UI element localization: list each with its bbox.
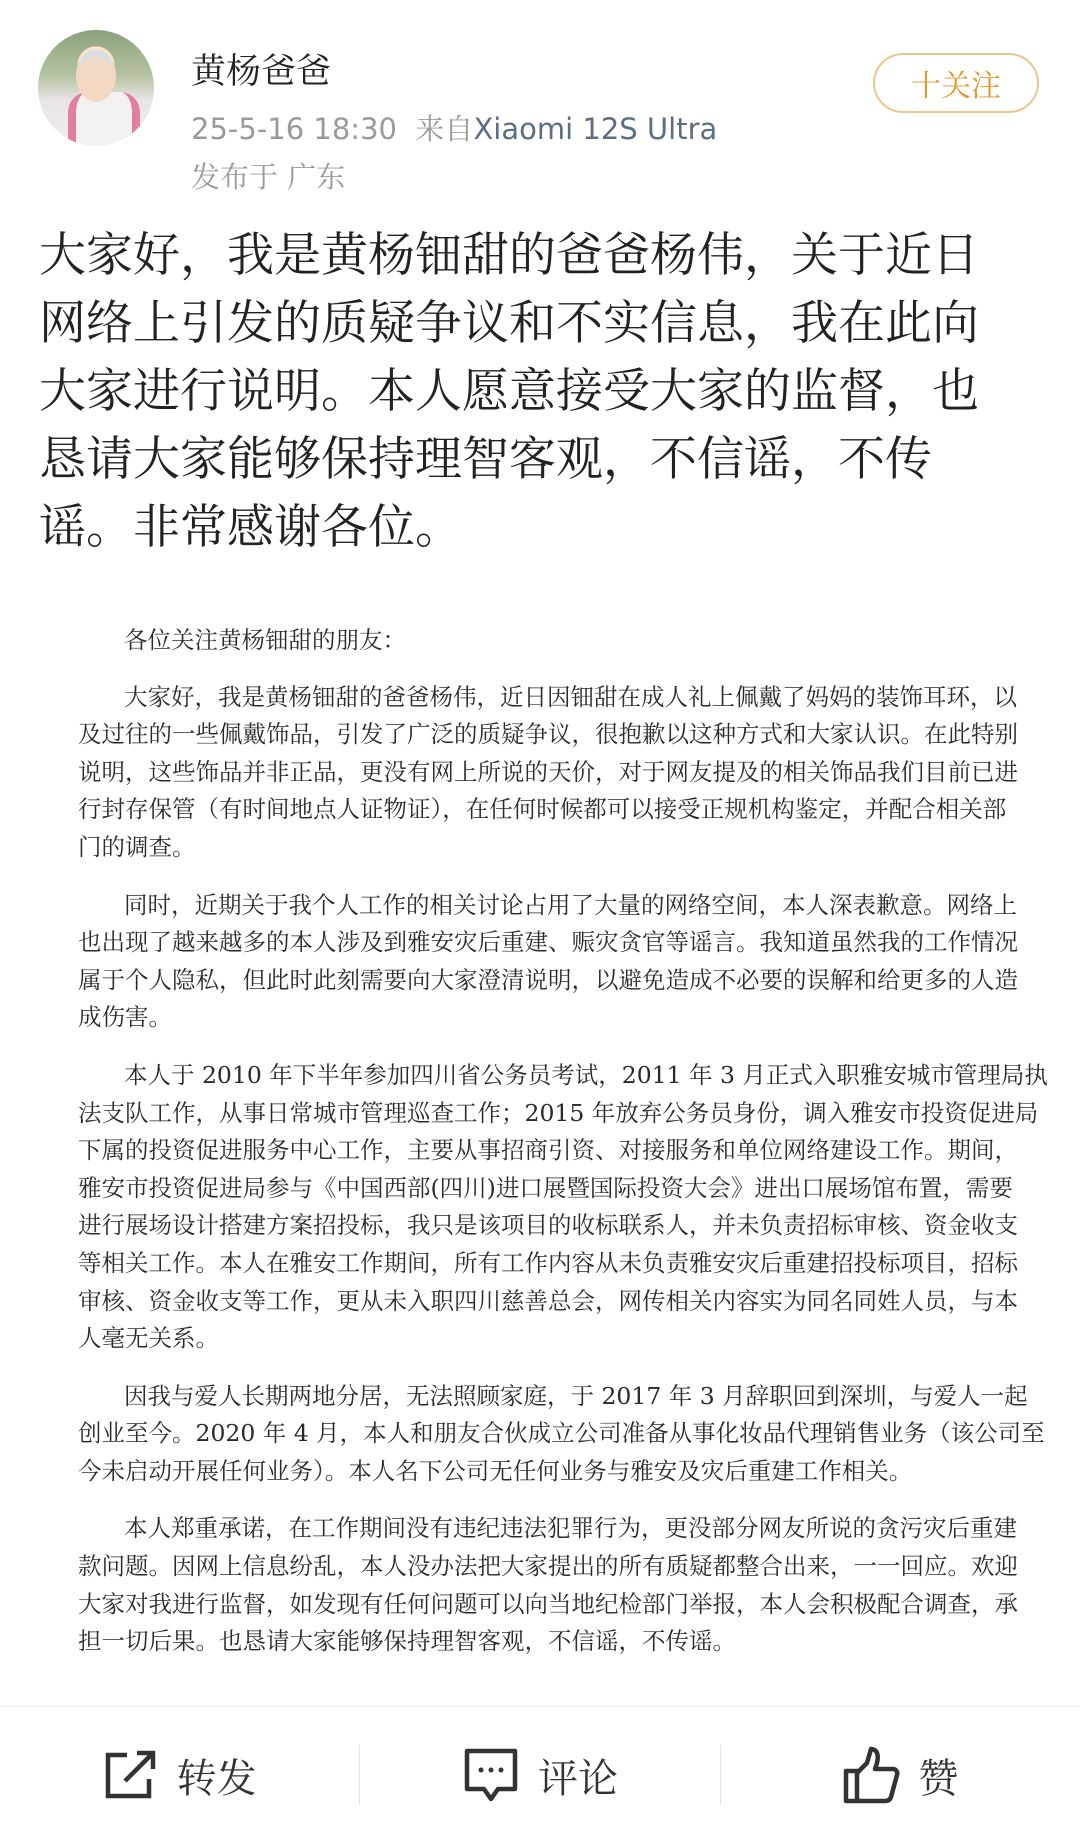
letter-line: 雅安市投资促进局参与《中国西部(四川)进口展暨国际投资大会》进出口展场馆布置，需要 bbox=[78, 1173, 1013, 1202]
post-text-line: 恳请大家能够保持理智客观，不信谣，不传 bbox=[39, 432, 932, 487]
letter-line: 法支队工作，从事日常城市管理巡查工作；2015 年放弃公务员身份，调入雅安市投资促进局 bbox=[78, 1098, 1039, 1127]
post-location: 发布于 广东 bbox=[191, 160, 346, 194]
post-time: 25-5-16 18:30 bbox=[191, 112, 397, 146]
letter-line: 成伤害。 bbox=[78, 1003, 172, 1032]
letter-line: 本人郑重承诺，在工作期间没有违纪违法犯罪行为，更没部分网友所说的贪污灾后重建 bbox=[124, 1514, 1017, 1543]
letter-line: 创业至今。2020 年 4 月，本人和朋友合伙成立公司准备从事化妆品代理销售业务（该公司至 bbox=[78, 1419, 1045, 1448]
comment-label: 评论 bbox=[537, 1755, 618, 1802]
letter-image bbox=[78, 622, 1048, 1681]
action-bar bbox=[0, 1706, 1080, 1843]
from-label: 来自 bbox=[415, 112, 474, 146]
avatar[interactable] bbox=[38, 30, 154, 146]
letter-line: 说明，这些饰品并非正品，更没有网上所说的天价，对于网友提及的相关饰品我们目前已进 bbox=[78, 757, 1018, 786]
letter-line: 大家对我进行监督，如发现有任何问题可以向当地纪检部门举报，本人会积极配合调查，承 bbox=[78, 1589, 1018, 1618]
letter-line: 因我与爱人长期两地分居，无法照顾家庭，于 2017 年 3 月辞职回到深圳，与爱人一起 bbox=[124, 1381, 1028, 1410]
share-icon bbox=[103, 1749, 159, 1801]
post-meta bbox=[191, 107, 717, 148]
letter-line: 审核、资金收支等工作，更从未入职四川慈善总会，网传相关内容实为同名同姓人员，与本 bbox=[78, 1286, 1018, 1315]
letter-line: 担一切后果。也恳请大家能够保持理智客观，不信谣，不传谣。 bbox=[78, 1627, 736, 1656]
letter-line: 及过往的一些佩戴饰品，引发了广泛的质疑争议，很抱歉以这种方式和大家认识。在此特别 bbox=[78, 720, 1018, 749]
letter-line: 本人于 2010 年下半年参加四川省公务员考试，2011 年 3 月正式入职雅安城市管理局执 bbox=[124, 1060, 1048, 1089]
letter-paragraph bbox=[78, 1510, 1018, 1660]
letter-line: 今未启动开展任何业务）。本人名下公司无任何业务与雅安及灾后重建工作相关。 bbox=[78, 1456, 913, 1485]
post-text-line: 网络上引发的质疑争议和不实信息，我在此向 bbox=[39, 296, 979, 351]
letter-line: 等相关工作。本人在雅安工作期间，所有工作内容从未负责雅安灾后重建招投标项目，招标 bbox=[78, 1248, 1018, 1277]
letter-line: 属于个人隐私，但此时此刻需要向大家澄清说明，以避免造成不必要的误解和给更多的人造 bbox=[78, 965, 1018, 994]
letter-paragraph bbox=[78, 1057, 1048, 1358]
letter-line: 同时，近期关于我个人工作的相关讨论占用了大量的网络空间，本人深表歉意。网络上 bbox=[124, 890, 1017, 919]
username[interactable]: 黄杨爸爸 bbox=[191, 52, 332, 92]
follow-button[interactable]: 十关注 bbox=[873, 53, 1039, 113]
repost-button[interactable] bbox=[0, 1707, 359, 1843]
letter-line: 下属的投资促进服务中心工作，主要从事招商引资、对接服务和单位网络建设工作。期间， bbox=[78, 1136, 1018, 1165]
like-label: 赞 bbox=[918, 1755, 959, 1802]
comment-button[interactable] bbox=[360, 1707, 719, 1843]
letter-paragraph bbox=[78, 1378, 1045, 1491]
post-text-line: 大家好，我是黄杨钿甜的爸爸杨伟，关于近日 bbox=[39, 228, 979, 283]
post-text-line: 大家进行说明。本人愿意接受大家的监督，也 bbox=[39, 364, 979, 419]
letter-paragraph bbox=[78, 679, 1018, 867]
letter-line: 人毫无关系。 bbox=[78, 1324, 219, 1353]
post-text-line: 谣。非常感谢各位。 bbox=[39, 500, 462, 555]
letter-line: 款问题。因网上信息纷乱，本人没办法把大家提出的所有质疑都整合出来，一一回应。欢迎 bbox=[78, 1552, 1018, 1581]
device-link[interactable]: Xiaomi 12S Ultra bbox=[473, 112, 718, 146]
letter-line: 也出现了越来越多的本人涉及到雅安灾后重建、赈灾贪官等谣言。我知道虽然我的工作情况 bbox=[78, 928, 1018, 957]
repost-label: 转发 bbox=[176, 1755, 257, 1802]
letter-line: 行封存保管（有时间地点人证物证），在任何时候都可以接受正规机构鉴定，并配合相关部 bbox=[78, 795, 1007, 824]
thumbs-up-icon bbox=[842, 1745, 900, 1805]
letter-line: 大家好，我是黄杨钿甜的爸爸杨伟，近日因钿甜在成人礼上佩戴了妈妈的装饰耳环，以 bbox=[124, 682, 1017, 711]
letter-line: 进行展场设计搭建方案招投标，我只是该项目的收标联系人，并未负责招标审核、资金收支 bbox=[78, 1211, 1018, 1240]
letter-line: 门的调查。 bbox=[78, 832, 196, 861]
like-button[interactable] bbox=[721, 1707, 1080, 1843]
avatar-head bbox=[76, 50, 116, 102]
comment-icon bbox=[462, 1746, 520, 1804]
avatar-figure bbox=[68, 92, 140, 146]
letter-greeting: 各位关注黄杨钿甜的朋友： bbox=[124, 626, 406, 654]
letter-paragraph bbox=[78, 887, 1018, 1037]
post-text bbox=[39, 222, 1009, 562]
